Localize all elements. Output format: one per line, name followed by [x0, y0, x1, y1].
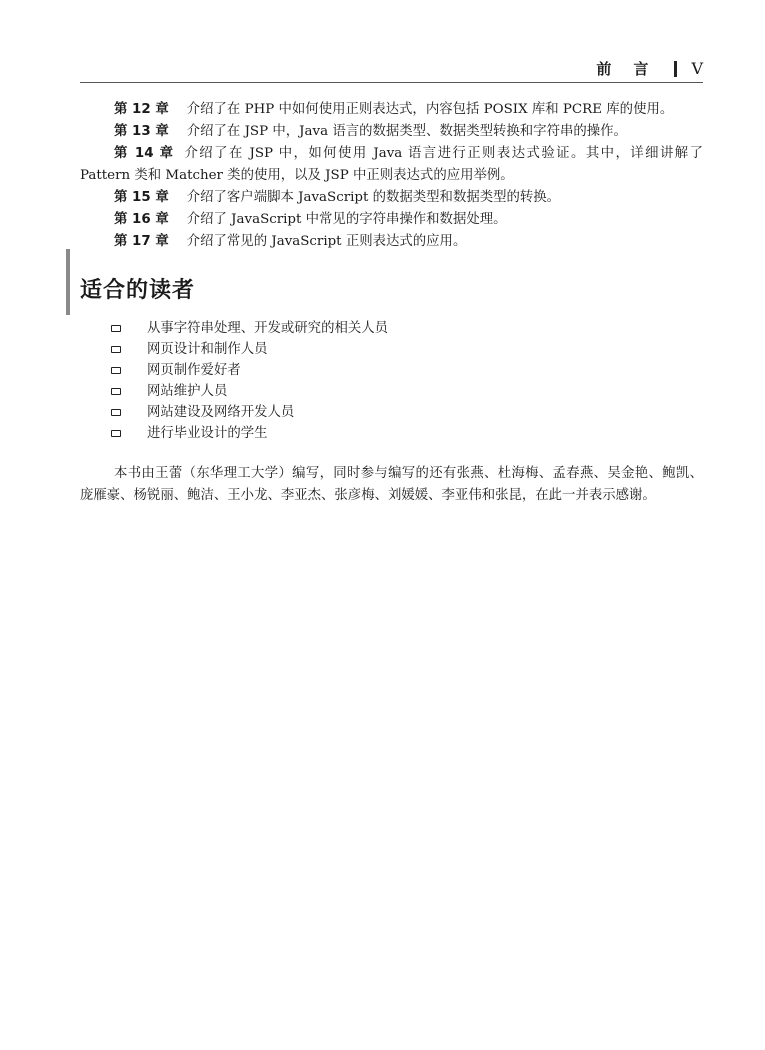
header-section-title: 前言 — [596, 60, 671, 78]
list-item-text: 从事字符串处理、开发或研究的相关人员 — [147, 321, 389, 336]
chapter-list — [80, 99, 703, 253]
list-item-text: 进行毕业设计的学生 — [147, 426, 268, 441]
square-bullet-icon — [111, 409, 121, 416]
chapter-entry — [80, 231, 703, 253]
list-item — [111, 381, 388, 402]
acknowledgement-paragraph: 本书由王蕾（东华理工大学）编写，同时参与编写的还有张燕、杜海梅、孟春燕、吴金艳、鲍凯、庞雁豪、杨锐丽、鲍洁、王小龙、李亚杰、张彦梅、刘媛媛、李亚伟和张昆，在此一并表示感谢。 — [80, 466, 703, 504]
square-bullet-icon — [111, 388, 121, 395]
reader-list — [111, 318, 388, 444]
chapter-description: 介绍了在 PHP 中如何使用正则表达式，内容包括 POSIX 库和 PCRE 库的使用。 — [186, 102, 674, 117]
chapter-description: 介绍了在 JSP 中，如何使用 Java 语言进行正则表达式验证。其中，详细讲解了 Pattern 类和 Matcher 类的使用，以及 JSP 中正则表达式的应用举例。 — [80, 146, 703, 183]
chapter-number: 第 13 章 — [114, 124, 169, 139]
chapter-number: 第 16 章 — [114, 212, 169, 227]
section-heading: 适合的读者 — [80, 278, 196, 303]
chapter-number: 第 12 章 — [114, 102, 169, 117]
list-item — [111, 339, 388, 360]
chapter-description: 介绍了在 JSP 中，Java 语言的数据类型、数据类型转换和字符串的操作。 — [186, 124, 627, 139]
chapter-description: 介绍了客户端脚本 JavaScript 的数据类型和数据类型的转换。 — [186, 190, 561, 205]
square-bullet-icon — [111, 430, 121, 437]
list-item — [111, 318, 388, 339]
header-rule — [80, 82, 703, 83]
page-number: V — [691, 59, 703, 78]
square-bullet-icon — [111, 325, 121, 332]
list-item — [111, 402, 388, 423]
chapter-entry — [80, 99, 703, 121]
square-bullet-icon — [111, 367, 121, 374]
chapter-description: 介绍了常见的 JavaScript 正则表达式的应用。 — [186, 234, 467, 249]
list-item-text: 网站建设及网络开发人员 — [147, 405, 295, 420]
chapter-description: 介绍了 JavaScript 中常见的字符串操作和数据处理。 — [186, 212, 507, 227]
header-divider — [674, 61, 677, 77]
list-item — [111, 360, 388, 381]
chapter-number: 第 17 章 — [114, 234, 169, 249]
chapter-number: 第 14 章 — [114, 146, 175, 161]
chapter-number: 第 15 章 — [114, 190, 169, 205]
list-item-text: 网页设计和制作人员 — [147, 342, 268, 357]
chapter-entry — [80, 143, 703, 187]
square-bullet-icon — [111, 346, 121, 353]
running-header — [596, 58, 703, 79]
section-marker-bar — [66, 249, 70, 315]
chapter-entry — [80, 209, 703, 231]
list-item — [111, 423, 388, 444]
list-item-text: 网页制作爱好者 — [147, 363, 241, 378]
chapter-entry — [80, 121, 703, 143]
chapter-entry — [80, 187, 703, 209]
list-item-text: 网站维护人员 — [147, 384, 228, 399]
